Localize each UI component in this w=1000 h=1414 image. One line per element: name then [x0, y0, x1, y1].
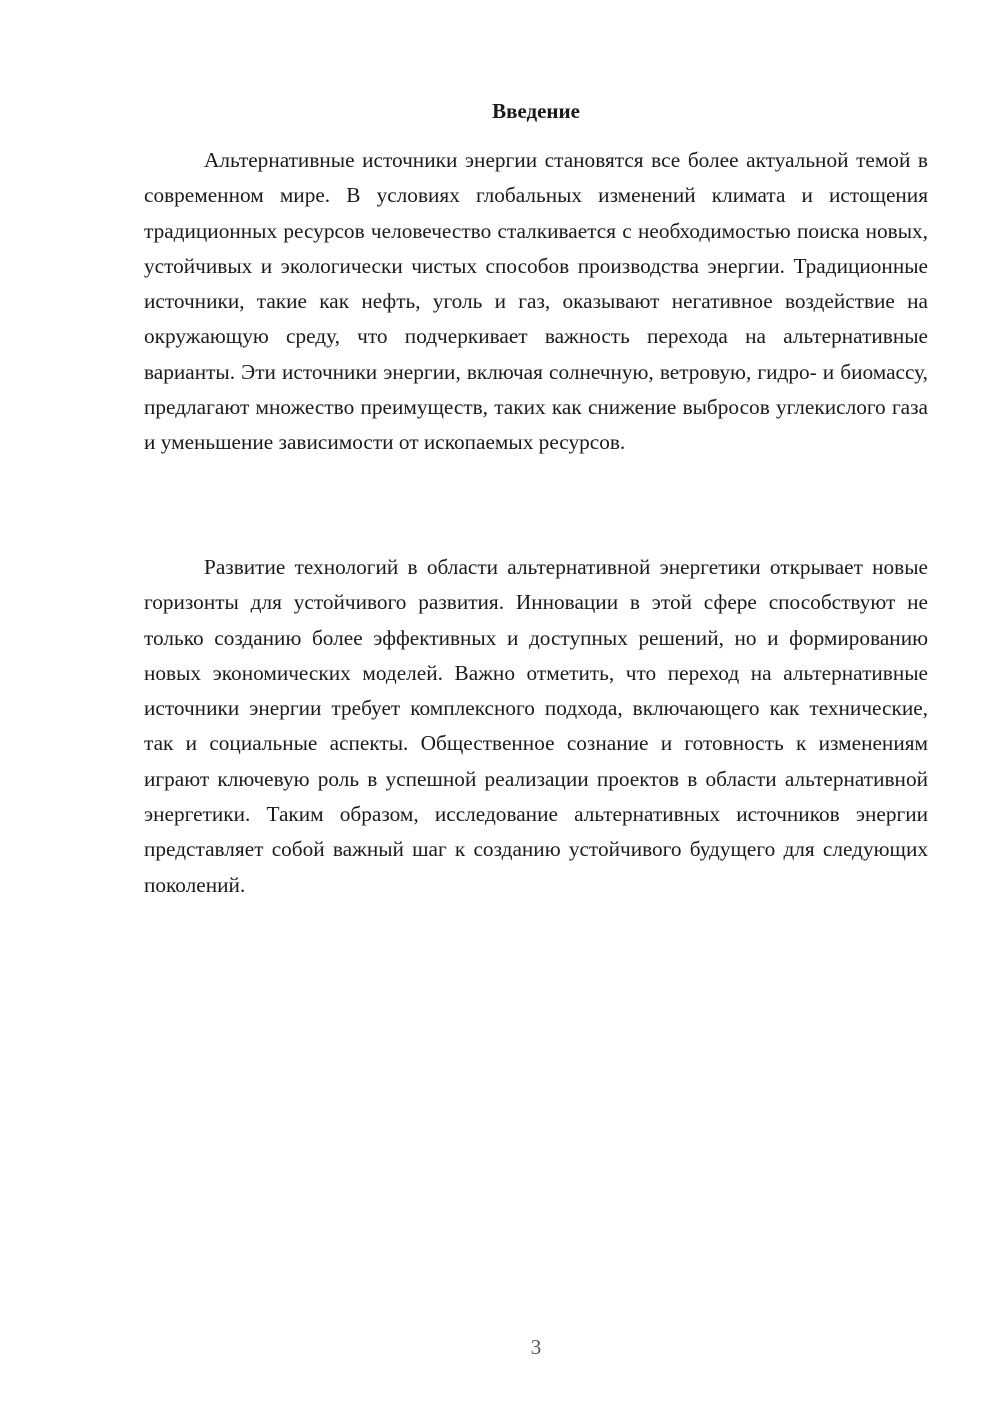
paragraph-intro: Альтернативные источники энергии становятся все более актуальной темой в современном мире. В условиях глобальных изменений климата и истощения традиционных ресурсов человечество сталкивается с необходимостью поиска новых, устойчивых и экологически чистых способов производства энергии. Традиционные источники, такие как нефть, уголь и газ, оказывают негативное воздействие на окружающую среду, что подчеркивает важность перехода на альтернативные варианты. Эти источники энергии, включая солнечную, ветровую, гидро- и биомассу, предлагают множество преимуществ, таких как снижение выбросов углекислого газа и уменьшение зависимости от ископаемых ресурсов.: [144, 148, 928, 455]
paragraph-technology: Развитие технологий в области альтернативной энергетики открывает новые горизонты для устойчивого развития. Инновации в этой сфере способствуют не только созданию более эффективных и доступных решений, но и формированию новых экономических моделей. Важно отметить, что переход на альтернативные источники энергии требует комплексного подхода, включающего как технические, так и социальные аспекты. Общественное сознание и готовность к изменениям играют ключевую роль в успешной реализации проектов в области альтернативной энергетики. Таким образом, исследование альтернативных источников энергии представляет собой важный шаг к созданию устойчивого будущего для следующих поколений.: [144, 555, 928, 897]
section-heading: Введение: [492, 99, 580, 123]
page-number: 3: [530, 1335, 542, 1359]
